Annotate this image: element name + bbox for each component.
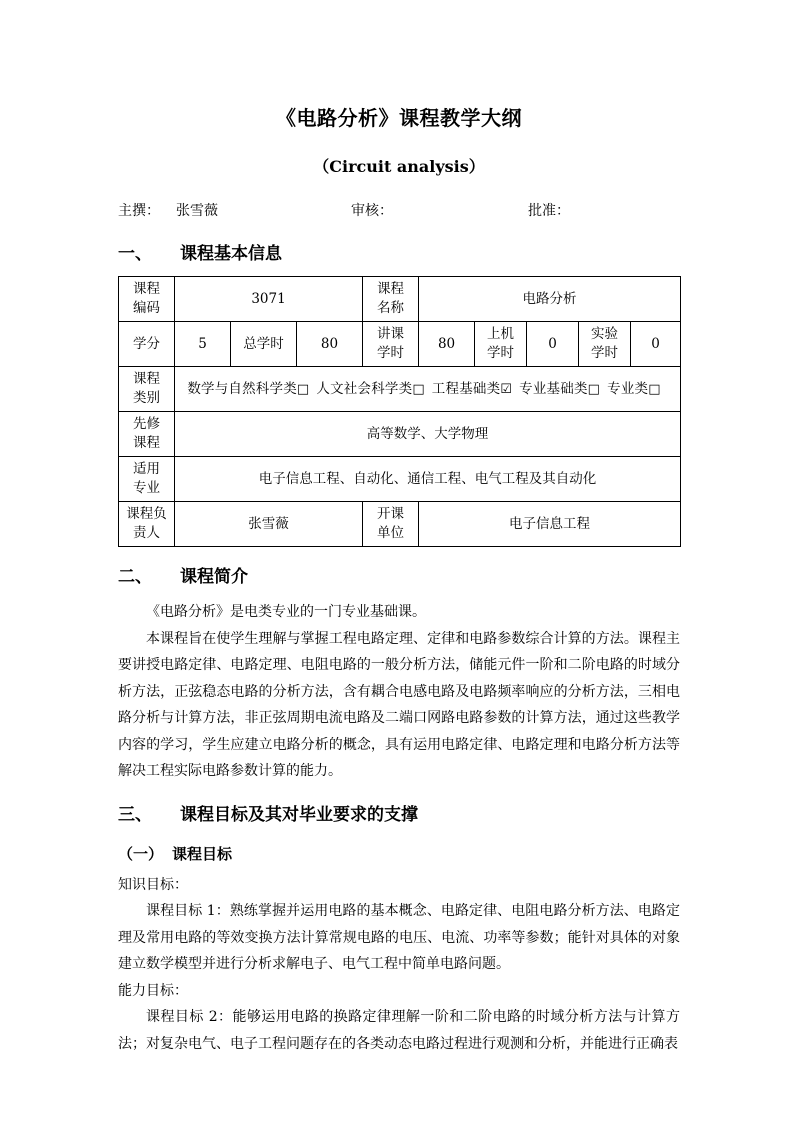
cell-category-label-l2: 类别 [133,390,160,406]
table-row-leader [119,502,681,547]
cell-experiment-value: 0 [631,322,681,367]
intro-paragraph-1: 《电路分析》是电类专业的一门专业基础课。 [146,604,426,620]
checkbox-icon-major[interactable]: □ [648,381,661,397]
cell-dept-label [363,502,419,547]
cell-computer-label-l1: 上机 [487,326,515,342]
cell-prereq-label [119,412,175,457]
cell-lecture-label-l2: 学时 [377,345,405,361]
cell-total-hours-value: 80 [297,322,363,367]
page-content [118,0,680,1057]
table-row-code [119,277,681,322]
category-option-engineering-basic[interactable] [432,381,512,397]
subsection-heading-three-one [118,842,680,866]
cell-major-label-l1: 适用 [133,461,160,477]
ability-objective-label: 能力目标： [118,982,188,999]
cell-dept-label-l2: 单位 [377,525,405,541]
cell-leader-value: 张雪薇 [175,502,363,547]
byline-approver-label: 批准： [528,203,570,219]
cell-category-values [175,367,681,412]
knowledge-objective-label: 知识目标： [118,876,188,893]
category-option-math[interactable] [187,381,309,397]
cell-prereq-label-l2: 课程 [133,435,160,451]
cell-computer-value: 0 [527,322,579,367]
cell-dept-label-l1: 开课 [377,506,405,522]
cell-leader-label [119,502,175,547]
cell-credit-value: 5 [175,322,231,367]
section-three-title: 课程目标及其对毕业要求的支撑 [180,804,418,825]
cell-leader-label-l1: 课程负 [126,506,167,522]
category-label-engineering-basic: 工程基础类 [431,380,501,397]
table-row-category [119,367,681,412]
cell-major-label-l2: 专业 [133,480,160,496]
course-objective-1: 课程目标 1：熟练掌握并运用电路的基本概念、电路定律、电阻电路分析方法、电路定理及常用电路的等效变换方法计算常规电路的电压、电流、功率等参数；能针对具体的对象建立数学模型并进行分析求解电子、电气工程中简单电路问题。 [118,903,680,972]
subsection-three-one-number: （一） [118,844,164,863]
byline [118,198,680,224]
cell-computer-label-l2: 学时 [487,345,515,361]
cell-code-label-l1: 课程 [133,281,160,297]
checkbox-icon-humanities[interactable]: □ [412,381,425,397]
cell-experiment-label [579,322,631,367]
section-two-number: 二、 [118,567,152,587]
section-heading-one [118,241,680,267]
cell-code-label [119,277,175,322]
cell-experiment-label-l2: 学时 [591,345,619,361]
cell-total-hours-label: 总学时 [231,322,297,367]
checkbox-icon-engineering-basic[interactable]: ☑ [500,381,513,397]
subsection-three-one-title: 课程目标 [172,844,233,863]
course-objective-2-clip [118,1004,680,1057]
cell-computer-label [475,322,527,367]
cell-lecture-label [363,322,419,367]
cell-lecture-value: 80 [419,322,475,367]
intro-paragraph-2: 本课程旨在使学生理解与掌握工程电路定理、定律和电路参数综合计算的方法。课程主要讲授电路定律、电路定理、电阻电路的一般分析方法，储能元件一阶和二阶电路的时域分析方法，正弦稳态电路的分析方法，含有耦合电感电路及电路频率响应的分析方法，三相电路分析与计算方法，非正弦周期电流电路及二端口网路电路参数的计算方法，通过这些教学内容的学习，学生应建立电路分析的概念，具有运用电路定律、电路定理和电路分析方法等解决工程实际电路参数计算的能力。 [118,630,680,779]
section-heading-three [118,802,680,828]
category-option-humanities[interactable] [316,381,424,397]
cell-prereq-label-l1: 先修 [133,416,160,432]
cell-credit-label: 学分 [119,322,175,367]
byline-author [118,198,218,224]
byline-author-label: 主撰： [118,203,160,219]
table-row-major [119,457,681,502]
cell-major-value: 电子信息工程、自动化、通信工程、电气工程及其自动化 [175,457,681,502]
cell-code-label-l2: 编码 [133,300,160,316]
cell-dept-value: 电子信息工程 [419,502,681,547]
section-three-number: 三、 [118,804,152,825]
section-heading-two [118,564,680,590]
section-one-number: 一、 [118,244,152,264]
cell-name-label [363,277,419,322]
section-two-title: 课程简介 [180,567,248,587]
table-row-hours [119,322,681,367]
cell-name-label-l1: 课程 [377,281,405,297]
category-option-major-basic[interactable] [519,381,600,397]
category-option-major[interactable] [607,381,661,397]
category-label-math: 数学与自然科学类 [187,380,297,397]
checkbox-icon-math[interactable]: □ [296,381,310,397]
cell-name-value: 电路分析 [419,277,681,322]
section-one-title: 课程基本信息 [180,244,282,264]
category-label-major-basic: 专业基础类 [519,380,588,397]
cell-major-label [119,457,175,502]
table-row-prerequisite [119,412,681,457]
page-subtitle: （Circuit analysis） [313,157,485,176]
page-title: 《电路分析》课程教学大纲 [276,106,522,130]
cell-leader-label-l2: 责人 [133,525,160,541]
category-label-humanities: 人文社会科学类 [316,380,413,397]
category-label-major: 专业类 [607,380,649,397]
cell-name-label-l2: 名称 [377,300,405,316]
cell-prereq-value: 高等数学、大学物理 [175,412,681,457]
cell-code-value: 3071 [175,277,363,322]
course-info-table [118,276,681,547]
cell-category-label [119,367,175,412]
cell-lecture-label-l1: 讲课 [377,326,405,342]
cell-category-label-l1: 课程 [133,371,160,387]
checkbox-icon-major-basic[interactable]: □ [587,381,601,397]
byline-reviewer-label: 审核： [351,203,393,219]
byline-author-name: 张雪薇 [176,203,218,219]
course-objective-2: 课程目标 2：能够运用电路的换路定律理解一阶和二阶电路的时域分析方法与计算方法；对复杂电气、电子工程问题存在的各类动态电路过程进行观测和分析，并能进行正确表 [118,1009,680,1052]
cell-experiment-label-l1: 实验 [591,326,619,342]
